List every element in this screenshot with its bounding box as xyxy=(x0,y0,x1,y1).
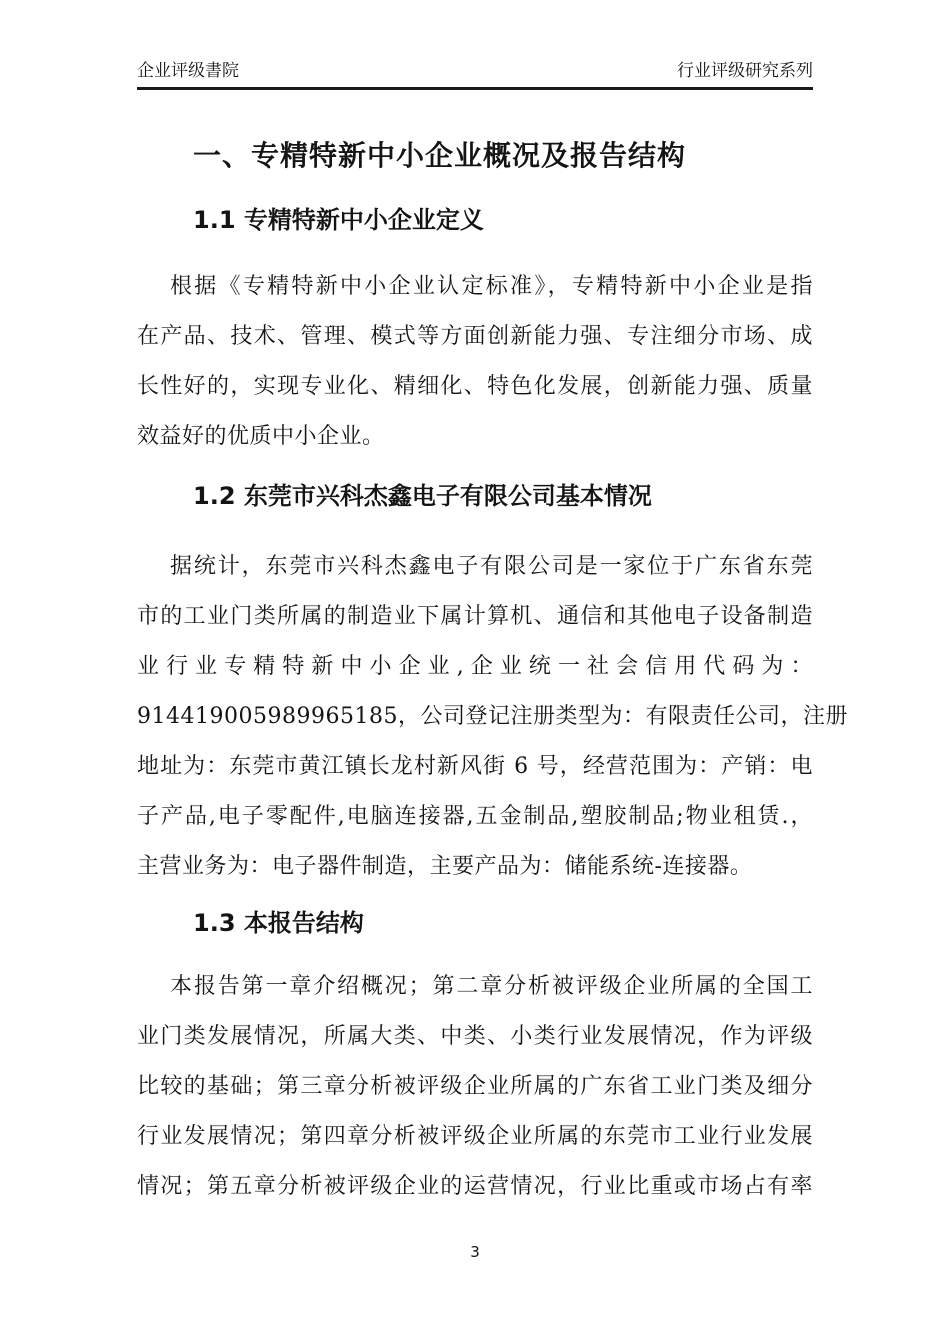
paragraph-line: 长性好的，实现专业化、精细化、特色化发展，创新能力强、质量 xyxy=(137,374,813,399)
body-paragraph xyxy=(137,962,813,1212)
page-number: 3 xyxy=(470,1243,480,1261)
body-paragraph xyxy=(137,542,848,892)
paragraph-line: 行业发展情况；第四章分析被评级企业所属的东莞市工业行业发展 xyxy=(137,1124,813,1149)
page-content xyxy=(137,0,848,1212)
page-header xyxy=(137,0,813,90)
sections-container xyxy=(137,205,848,1212)
report-section xyxy=(137,481,848,892)
header-right-text: 行业评级研究系列 xyxy=(677,61,813,81)
paragraph-line: 效益好的优质中小企业。 xyxy=(137,424,385,449)
paragraph-line: 业行业专精特新中小企业,企业统一社会信用代码为： xyxy=(137,654,813,679)
body-paragraph xyxy=(137,262,813,462)
paragraph-line: 情况；第五章分析被评级企业的运营情况，行业比重或市场占有率 xyxy=(137,1174,813,1199)
paragraph-line: 业门类发展情况，所属大类、中类、小类行业发展情况，作为评级 xyxy=(137,1024,813,1049)
paragraph-line: 子产品,电子零配件,电脑连接器,五金制品,塑胶制品;物业租赁.， xyxy=(137,804,813,829)
chapter-title: 一、专精特新中小企业概况及报告结构 xyxy=(193,139,687,172)
paragraph-line: 在产品、技术、管理、模式等方面创新能力强、专注细分市场、成 xyxy=(137,324,813,349)
paragraph-line: 据统计，东莞市兴科杰鑫电子有限公司是一家位于广东省东莞 xyxy=(170,554,813,579)
paragraph-line: 比较的基础；第三章分析被评级企业所属的广东省工业门类及细分 xyxy=(137,1074,813,1099)
paragraph-line: 主营业务为：电子器件制造，主要产品为：储能系统-连接器。 xyxy=(137,854,753,879)
paragraph-line: 市的工业门类所属的制造业下属计算机、通信和其他电子设备制造 xyxy=(137,604,813,629)
section-heading: 1.1 专精特新中小企业定义 xyxy=(193,206,484,234)
paragraph-line: 地址为：东莞市黄江镇长龙村新风街 6 号，经营范围为：产销：电 xyxy=(137,754,813,779)
header-left-text: 企业评级書院 xyxy=(137,61,239,81)
paragraph-line: 914419005989965185，公司登记注册类型为：有限责任公司，注册 xyxy=(137,704,848,729)
paragraph-line: 根据《专精特新中小企业认定标准》，专精特新中小企业是指 xyxy=(170,274,813,299)
section-heading: 1.2 东莞市兴科杰鑫电子有限公司基本情况 xyxy=(193,482,652,510)
report-section xyxy=(137,908,813,1212)
report-section xyxy=(137,205,813,462)
paragraph-line: 本报告第一章介绍概况；第二章分析被评级企业所属的全国工 xyxy=(170,974,813,999)
section-heading: 1.3 本报告结构 xyxy=(193,909,364,937)
